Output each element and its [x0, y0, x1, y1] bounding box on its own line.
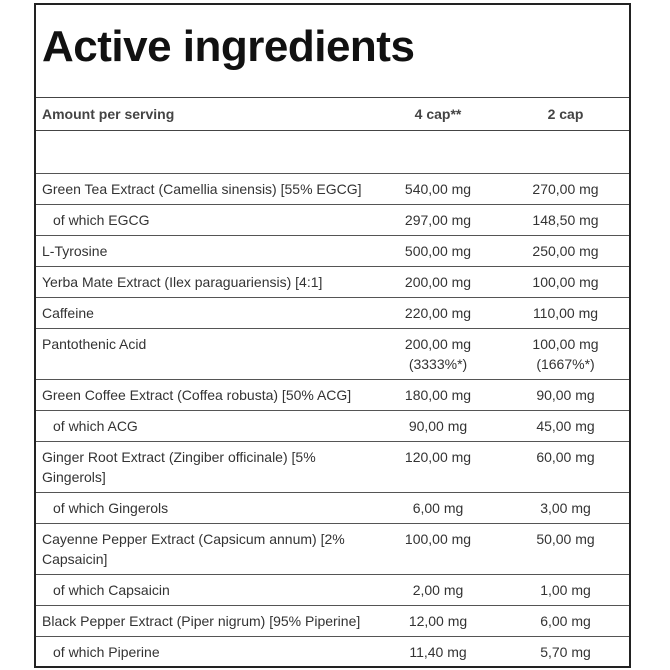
amount-4-cap: 220,00 mg	[374, 298, 502, 329]
table-row	[36, 493, 629, 524]
ingredient-name: L-Tyrosine	[36, 236, 374, 267]
amount-value: 200,00 mg	[404, 336, 472, 352]
amount-2-cap: 90,00 mg	[502, 380, 629, 411]
amount-4-cap: 100,00 mg	[374, 524, 502, 575]
amount-4-cap	[374, 329, 502, 380]
amount-2-cap: 6,00 mg	[502, 606, 629, 637]
table-row	[36, 442, 629, 493]
empty-cell	[374, 131, 502, 174]
table-row	[36, 329, 629, 380]
amount-4-cap: 180,00 mg	[374, 380, 502, 411]
ingredient-name: of which Gingerols	[36, 493, 374, 524]
ingredient-name: of which EGCG	[36, 205, 374, 236]
amount-4-cap: 200,00 mg	[374, 267, 502, 298]
empty-cell	[36, 131, 374, 174]
amount-4-cap: 500,00 mg	[374, 236, 502, 267]
table-row	[36, 174, 629, 205]
header-4-cap: 4 cap**	[374, 98, 502, 131]
table-header-row	[36, 98, 629, 131]
ingredient-name: Ginger Root Extract (Zingiber officinale) [5% Gingerols]	[36, 442, 374, 493]
table-row	[36, 236, 629, 267]
amount-4-cap: 6,00 mg	[374, 493, 502, 524]
ingredient-name: Caffeine	[36, 298, 374, 329]
table-row	[36, 606, 629, 637]
amount-4-cap: 90,00 mg	[374, 411, 502, 442]
ingredient-name: Cayenne Pepper Extract (Capsicum annum) [2% Capsaicin]	[36, 524, 374, 575]
ingredient-name: of which Capsaicin	[36, 575, 374, 606]
ingredient-name: of which Piperine	[53, 644, 160, 660]
ingredient-name: Pantothenic Acid	[36, 329, 374, 380]
ingredient-name: Green Tea Extract (Camellia sinensis) [55% EGCG]	[36, 174, 374, 205]
table-row	[36, 380, 629, 411]
table-row	[36, 298, 629, 329]
amount-4-cap: 12,00 mg	[374, 606, 502, 637]
ingredients-panel	[34, 3, 631, 668]
amount-2-cap: 5,70 mg	[540, 644, 591, 660]
amount-2-cap: 45,00 mg	[502, 411, 629, 442]
table-row	[36, 411, 629, 442]
header-amount-per-serving: Amount per serving	[36, 98, 374, 131]
table-row	[36, 205, 629, 236]
ingredients-table	[36, 97, 629, 667]
ingredient-name: of which ACG	[36, 411, 374, 442]
empty-cell	[502, 131, 629, 174]
daily-value-percent: (1667%*)	[536, 356, 595, 372]
ingredient-name: Yerba Mate Extract (Ilex paraguariensis) [4:1]	[36, 267, 374, 298]
page-title: Active ingredients	[42, 22, 415, 71]
amount-2-cap: 3,00 mg	[502, 493, 629, 524]
amount-4-cap: 11,40 mg	[409, 644, 467, 660]
header-2-cap: 2 cap	[502, 98, 629, 131]
amount-2-cap: 60,00 mg	[502, 442, 629, 493]
amount-2-cap	[502, 329, 629, 380]
amount-2-cap: 50,00 mg	[502, 524, 629, 575]
amount-4-cap: 2,00 mg	[374, 575, 502, 606]
table-row	[36, 637, 629, 668]
amount-4-cap: 540,00 mg	[374, 174, 502, 205]
ingredient-name: Black Pepper Extract (Piper nigrum) [95% Piperine]	[36, 606, 374, 637]
amount-4-cap: 120,00 mg	[374, 442, 502, 493]
amount-2-cap: 110,00 mg	[502, 298, 629, 329]
amount-value: 100,00 mg	[532, 336, 599, 352]
daily-value-percent: (3333%*)	[408, 356, 468, 372]
amount-2-cap: 148,50 mg	[502, 205, 629, 236]
table-row	[36, 267, 629, 298]
amount-2-cap: 100,00 mg	[502, 267, 629, 298]
table-row	[36, 575, 629, 606]
amount-2-cap: 250,00 mg	[502, 236, 629, 267]
amount-4-cap: 297,00 mg	[374, 205, 502, 236]
ingredient-name: Green Coffee Extract (Coffea robusta) [50% ACG]	[36, 380, 374, 411]
amount-2-cap: 270,00 mg	[502, 174, 629, 205]
empty-row	[36, 131, 629, 174]
amount-2-cap: 1,00 mg	[502, 575, 629, 606]
table-row	[36, 524, 629, 575]
